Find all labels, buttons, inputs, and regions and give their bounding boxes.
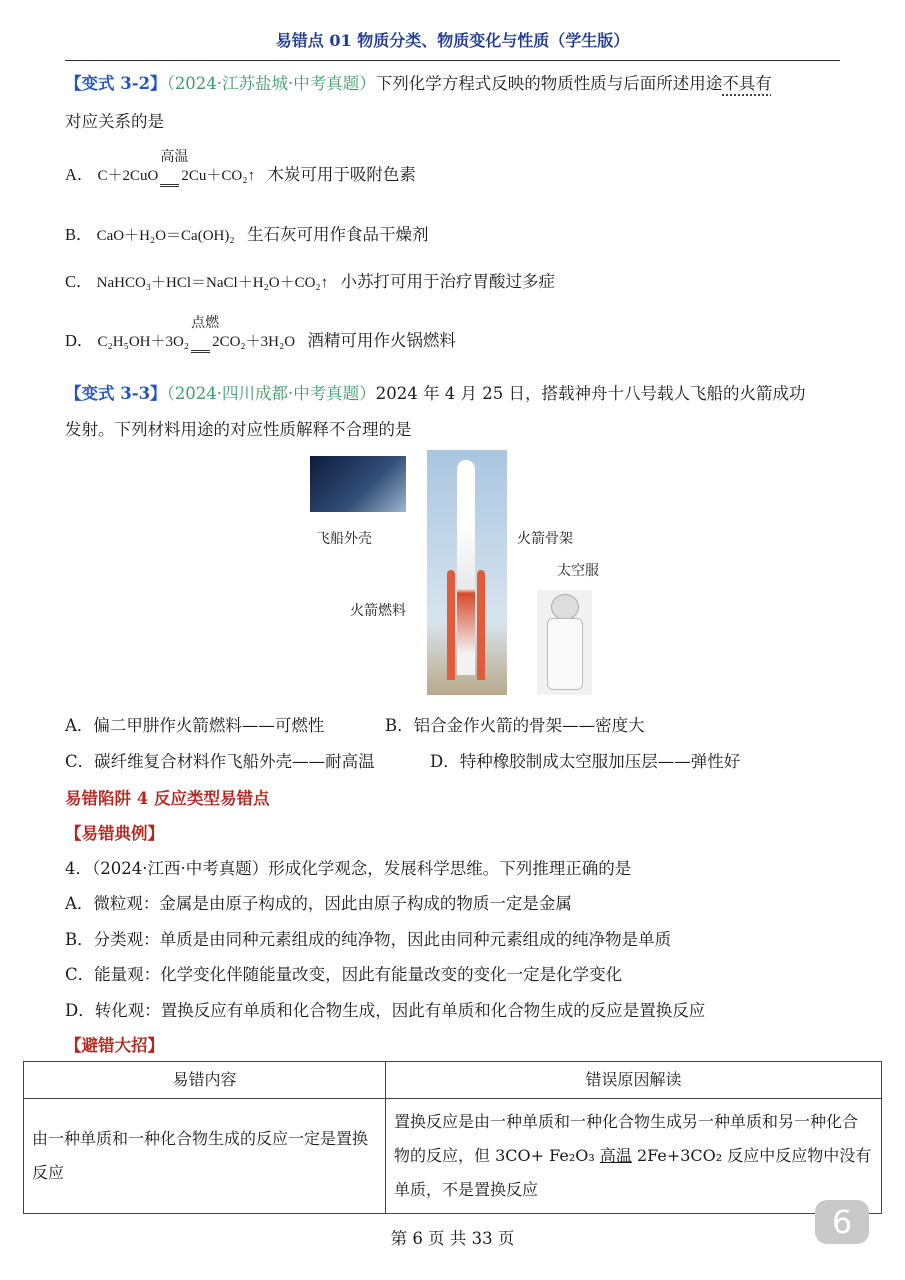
q4-option-d: D．转化观：置换反应有单质和化合物生成，因此有单质和化合物生成的反应是置换反应 — [65, 1001, 706, 1020]
q33-option-d: D．特种橡胶制成太空服加压层——弹性好 — [430, 752, 741, 771]
q32-tag: 【变式 3-2】 — [65, 74, 167, 93]
page-footer: 第 6 页 共 33 页 — [390, 1229, 515, 1248]
table-cell-reason: 置换反应是由一种单质和一种化合物生成另一种单质和另一种化合物的反应，但 3CO+ Fe₂O₃ 高温 2Fe+3CO₂ 反应中反应物中没有单质，不是置换反应 — [386, 1099, 882, 1214]
label-rocket-fuel: 火箭燃料 — [350, 603, 406, 619]
q33-tag: 【变式 3-3】 — [65, 384, 167, 403]
q32-option-c: C． NaHCO₃＋HCl＝NaCl＋H₂O＋CO₂↑ 小苏打可用于治疗胃酸过多症 — [65, 272, 556, 291]
q32-source: （2024·江苏盐城·中考真题） — [166, 74, 376, 93]
trap-title: 易错陷阱 4 反应类型易错点 — [65, 789, 270, 808]
q4-stem: 4．（2024·江西·中考真题）形成化学观念，发展科学思维。下列推理正确的是 — [65, 859, 632, 878]
header-divider — [65, 60, 840, 61]
page-header-title: 易错点 01 物质分类、物质变化与性质（学生版） — [275, 31, 630, 50]
q4-option-c: C．能量观：化学变化伴随能量改变，因此有能量改变的变化一定是化学变化 — [65, 965, 623, 984]
q4-option-b: B．分类观：单质是由同种元素组成的纯净物，因此由同种元素组成的纯净物是单质 — [65, 930, 672, 949]
table-row — [24, 1099, 882, 1214]
label-spacecraft-shell: 飞船外壳 — [316, 531, 372, 547]
q32-emphasis: 不具有 — [722, 74, 772, 93]
rocket-photo — [427, 450, 507, 695]
q33-stem-text: 2024 年 4 月 25 日，搭载神舟十八号载人飞船的火箭成功 — [375, 384, 806, 403]
label-spacesuit: 太空服 — [557, 563, 599, 579]
table-header-content: 易错内容 — [24, 1062, 386, 1099]
q33-stem — [65, 380, 806, 404]
q32-stem — [65, 70, 772, 94]
table-header-reason: 错误原因解读 — [386, 1062, 882, 1099]
q33-stem-line2: 发射。下列材料用途的对应性质解释不合理的是 — [65, 420, 412, 439]
spacecraft-photo — [310, 456, 406, 512]
q33-option-a: A．偏二甲肼作火箭燃料——可燃性 — [65, 716, 325, 735]
q33-source: （2024·四川成都·中考真题） — [166, 384, 376, 403]
error-table — [23, 1061, 882, 1214]
q32-option-b: B． CaO＋H₂O＝Ca(OH)₂ 生石灰可用作食品干燥剂 — [65, 225, 429, 244]
spacesuit-photo — [537, 590, 592, 695]
q4-option-a: A．微粒观：金属是由原子构成的，因此由原子构成的物质一定是金属 — [65, 894, 572, 913]
tips-tag: 【避错大招】 — [65, 1036, 164, 1055]
table-header-row — [24, 1062, 882, 1099]
q32-option-d: D． C₂H₅OH＋3O₂ 点燃 2CO₂＋3H₂O 酒精可用作火锅燃料 — [65, 327, 456, 353]
example-tag: 【易错典例】 — [65, 824, 164, 843]
table-cell-content: 由一种单质和一种化合物生成的反应一定是置换反应 — [24, 1099, 386, 1214]
q32-stem-text: 下列化学方程式反映的物质性质与后面所述用途 — [375, 74, 723, 93]
q33-option-c: C．碳纤维复合材料作飞船外壳——耐高温 — [65, 752, 375, 771]
q32-stem-line2: 对应关系的是 — [65, 112, 164, 131]
page-number-badge: 6 — [815, 1200, 869, 1244]
q33-option-b: B．铝合金作火箭的骨架——密度大 — [385, 716, 645, 735]
q32-option-a: A． C＋2CuO 高温 2Cu＋CO₂↑ 木炭可用于吸附色素 — [65, 161, 416, 187]
label-rocket-frame: 火箭骨架 — [517, 531, 573, 547]
